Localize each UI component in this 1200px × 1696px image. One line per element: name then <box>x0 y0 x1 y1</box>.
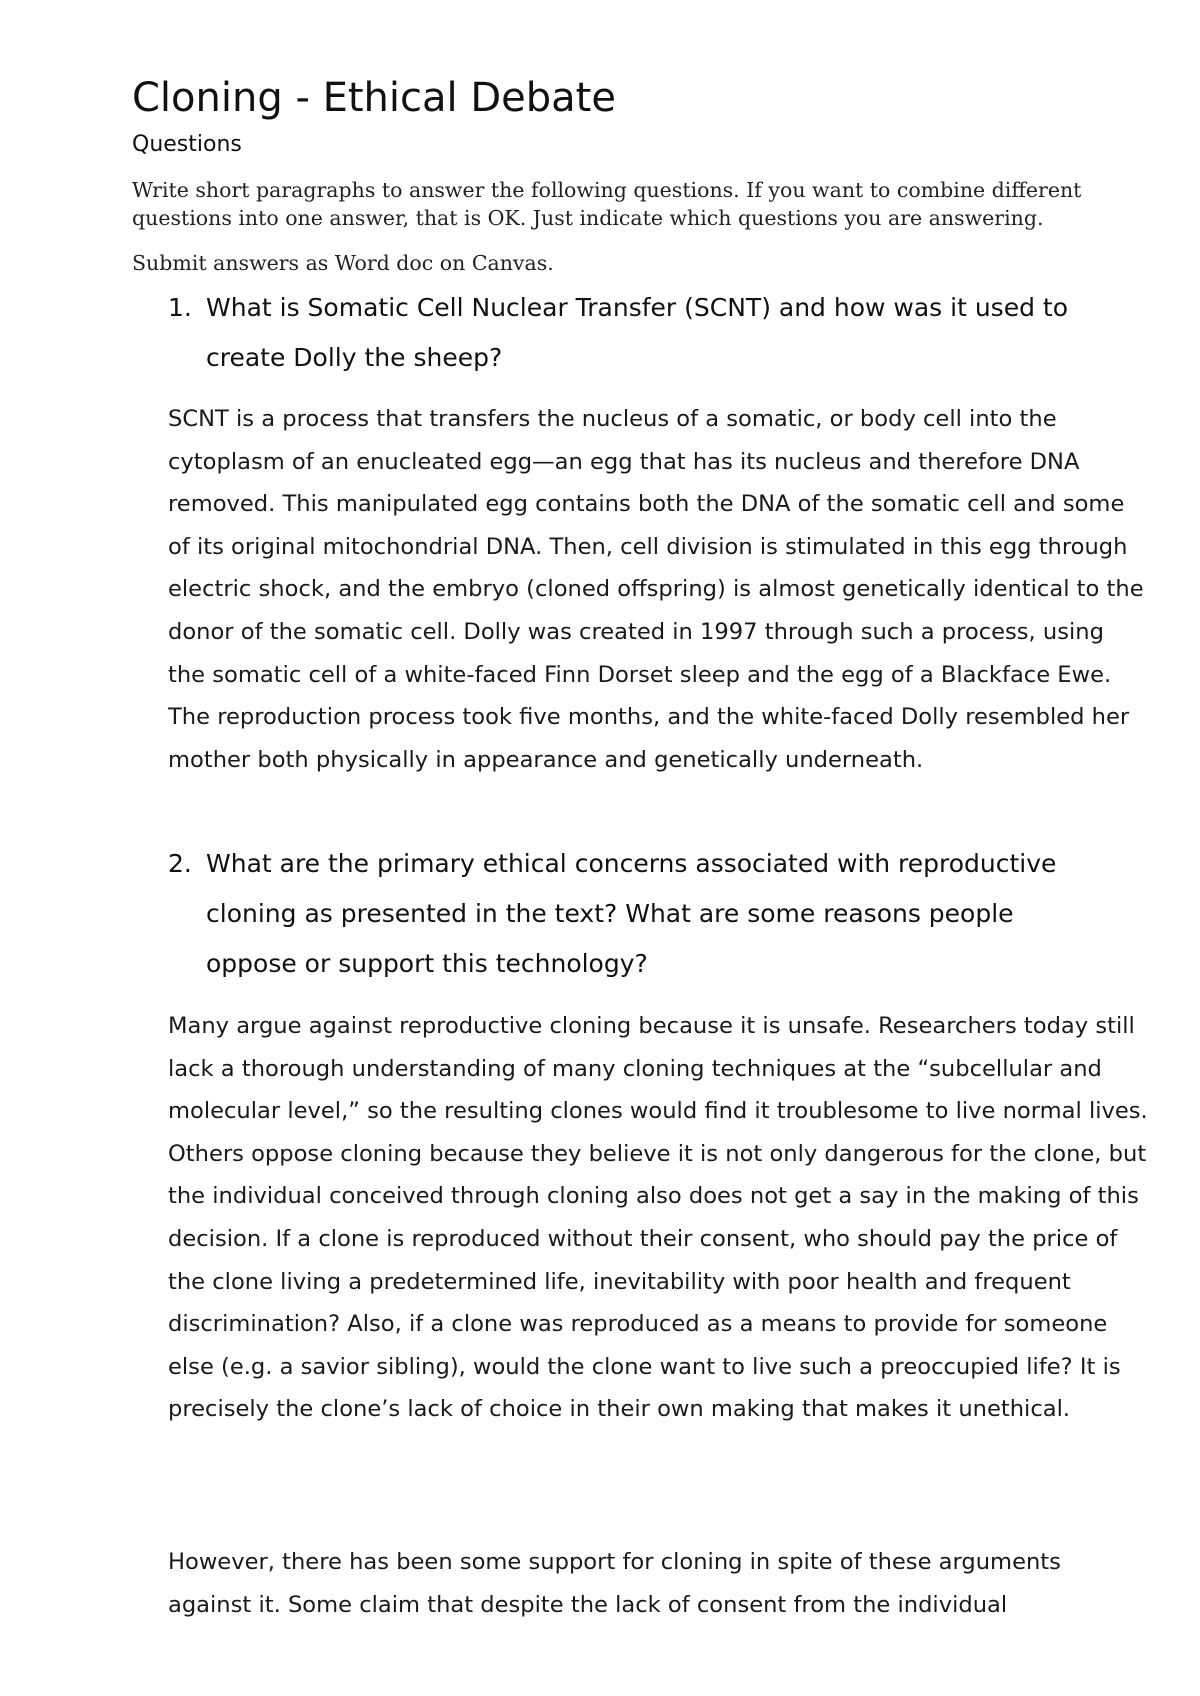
section-heading-questions: Questions <box>132 132 242 157</box>
document-title: Cloning - Ethical Debate <box>132 75 616 121</box>
question-number: 2. <box>168 849 192 878</box>
answer-2-paragraph-2: However, there has been some support for cloning in spite of these arguments against it. Some claim that despite the lack of consent from the individual <box>168 1549 1061 1618</box>
answer-2-paragraph-1: Many argue against reproductive cloning because it is unsafe. Researchers today still lack a thorough understanding of many cloning techniques at the “subcellular and molecular level,” so the resulting clones would find it troublesome to live normal lives. Others oppose cloning because they believe it is not only dangerous for the clone, but the individual conceived through cloning also does not get a say in the making of this decision. If a clone is reproduced without their consent, who should pay the price of the clone living a predetermined life, inevitability with poor health and frequent discrimination? Also, if a clone was reproduced as a means to provide for someone else (e.g. a savior sibling), would the clone want to live such a preoccupied life? It is precisely the clone’s lack of choice in their own making that makes it unethical. <box>168 1013 1148 1423</box>
question-1 <box>168 283 1108 383</box>
answer-1-paragraph: SCNT is a process that transfers the nucleus of a somatic, or body cell into the cytoplasm of an enucleated egg—an egg that has its nucleus and therefore DNA removed. This manipulated egg contains both the DNA of the somatic cell and some of its original mitochondrial DNA. Then, cell division is stimulated in this egg through electric shock, and the embryo (cloned offspring) is almost genetically identical to the donor of the somatic cell. Dolly was created in 1997 through such a process, using the somatic cell of a white-faced Finn Dorset sleep and the egg of a Blackface Ewe. The reproduction process took five months, and the white-faced Dolly resembled her mother both physically in appearance and genetically underneath. <box>168 406 1144 773</box>
question-2 <box>168 839 1108 989</box>
submission-note: Submit answers as Word doc on Canvas. <box>132 251 554 275</box>
instructions-paragraph: Write short paragraphs to answer the following questions. If you want to combine different questions into one answer, that is OK. Just indicate which questions you are answering. <box>132 178 1082 230</box>
question-number: 1. <box>168 293 192 322</box>
question-text: What are the primary ethical concerns associated with reproductive cloning as presented in the text? What are some reasons people oppose or support this technology? <box>206 849 1057 978</box>
question-text: What is Somatic Cell Nuclear Transfer (SCNT) and how was it used to create Dolly the sheep? <box>206 293 1068 372</box>
